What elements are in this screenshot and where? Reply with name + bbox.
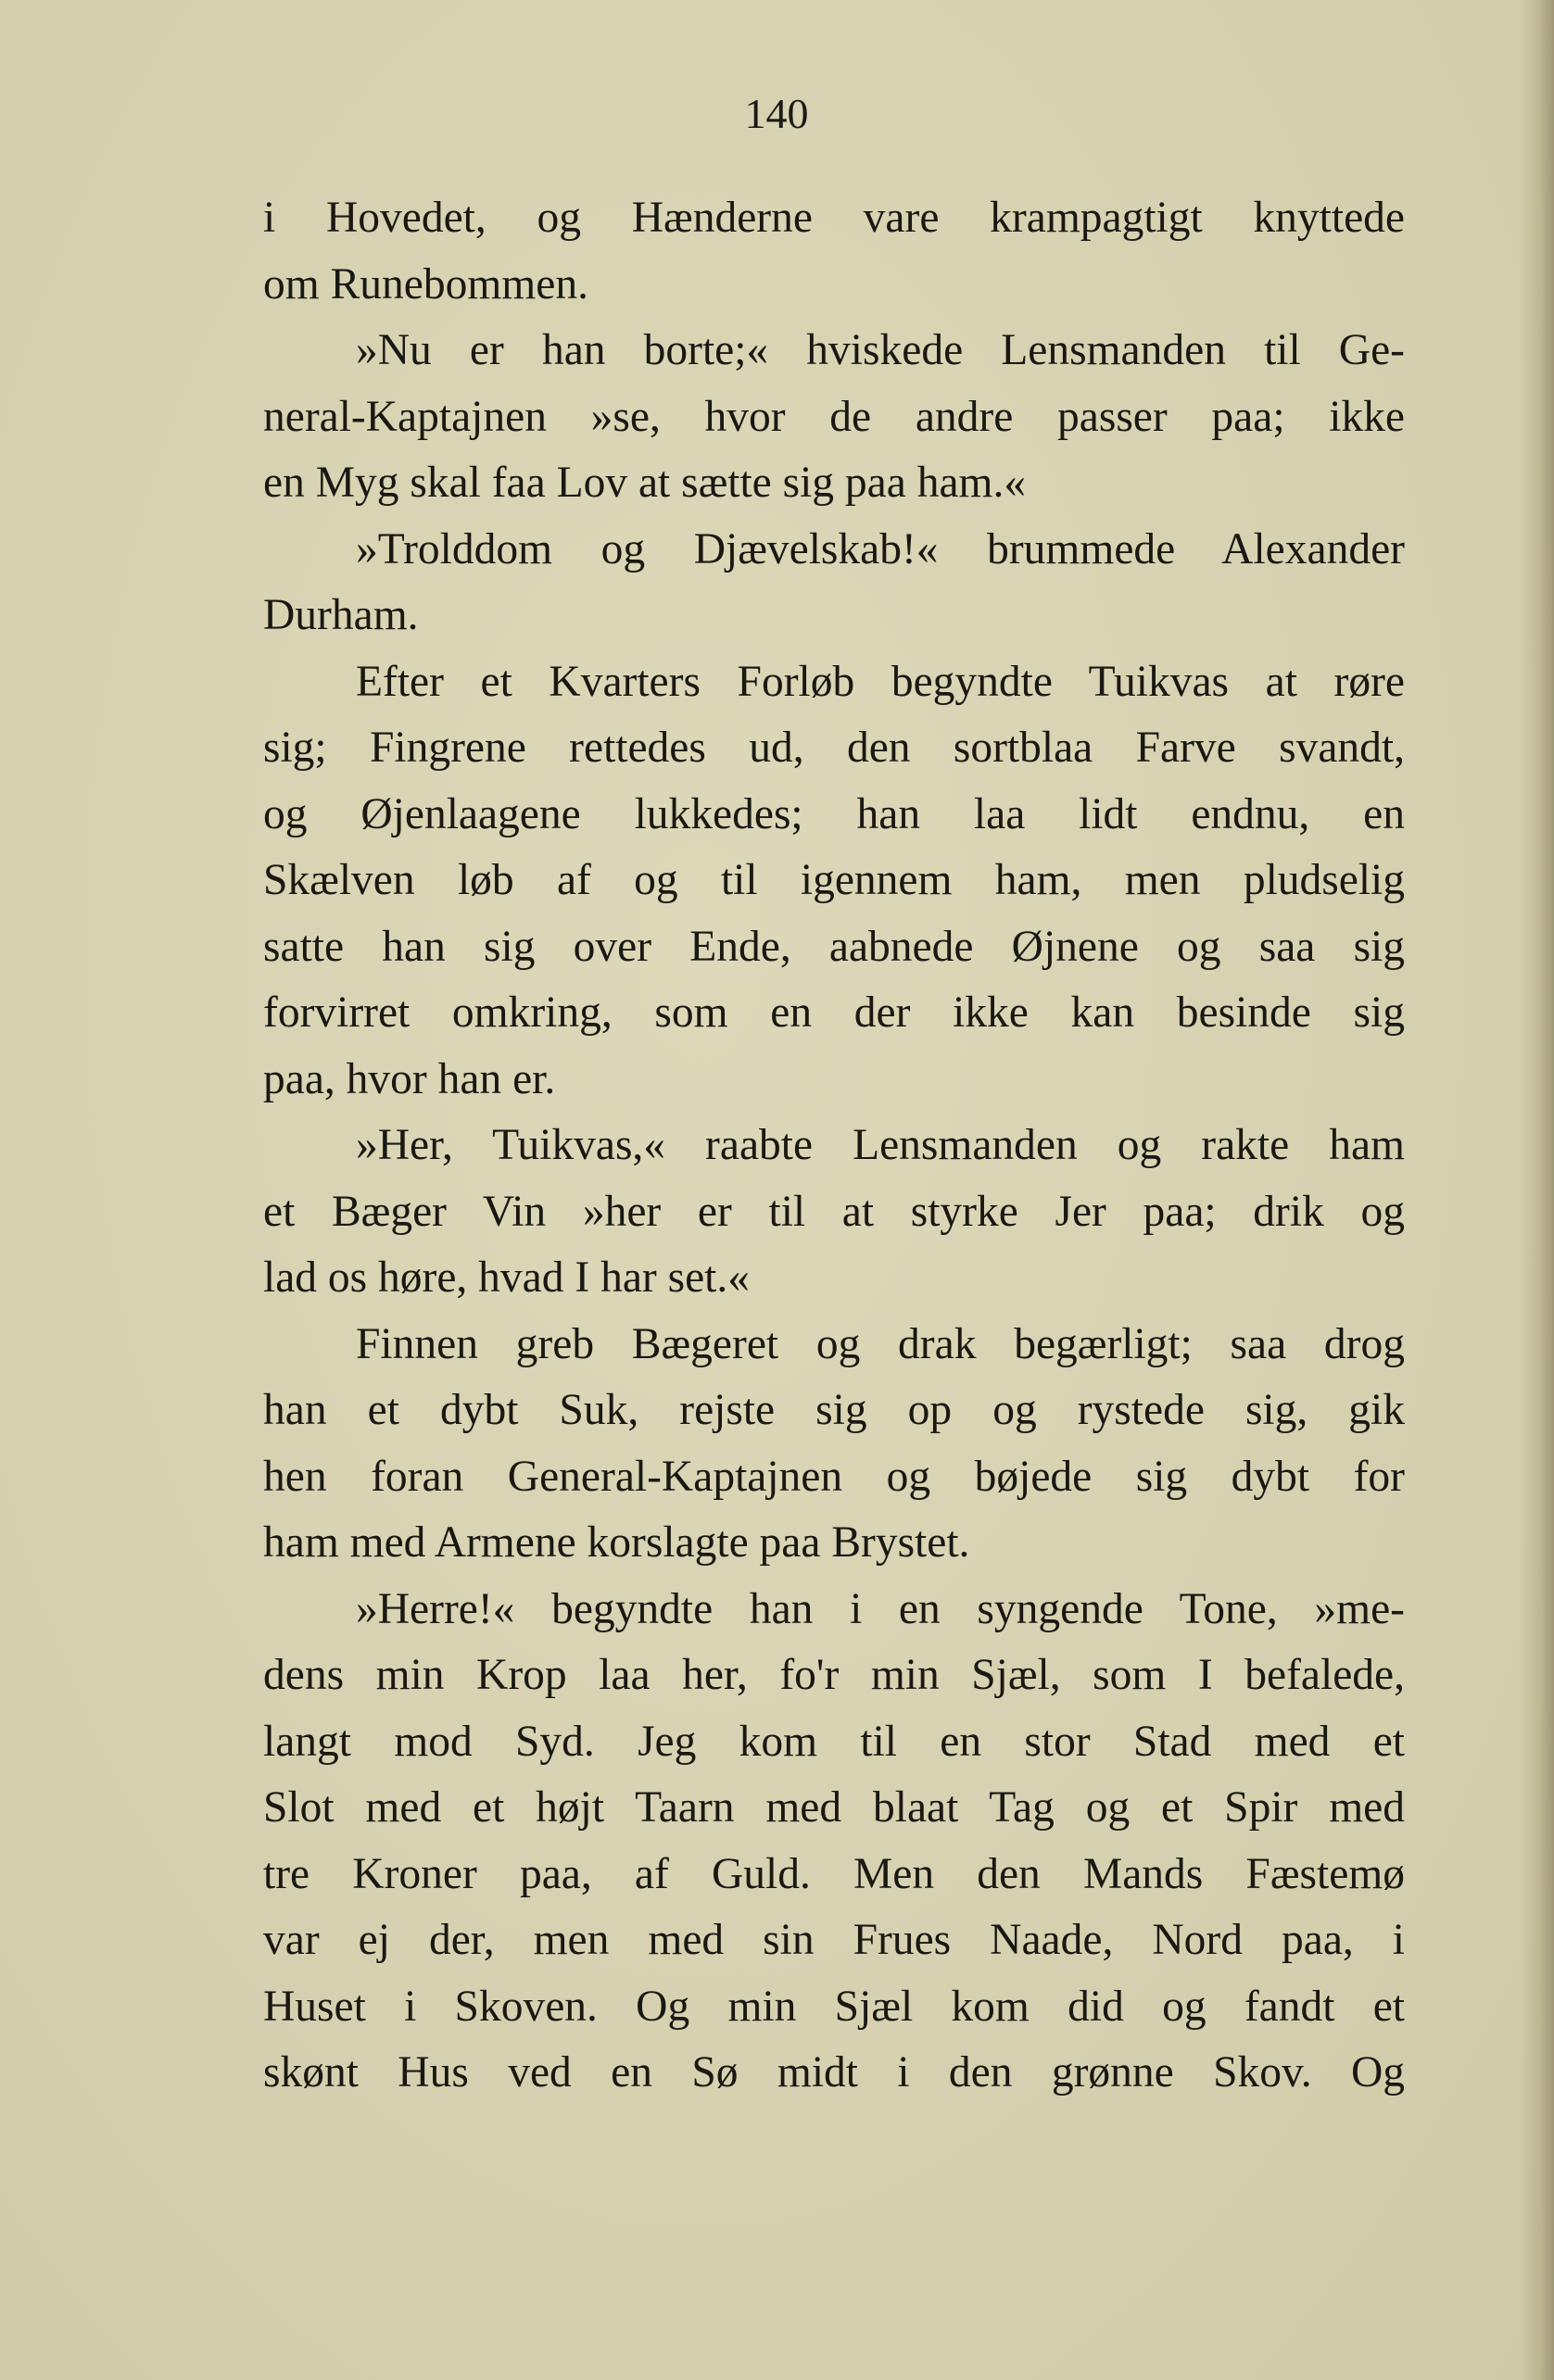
text-line: Slot med et højt Taarn med blaat Tag og et Spir med [263, 1783, 1405, 1832]
text-line: dens min Krop laa her, fo'r min Sjæl, som I befalede, [263, 1651, 1405, 1699]
text-line: en Myg skal faa Lov at sætte sig paa ham.« [263, 459, 1027, 507]
text-line: forvirret omkring, som en der ikke kan besinde sig [263, 989, 1405, 1037]
text-line: langt mod Syd. Jeg kom til en stor Stad med et [263, 1717, 1405, 1766]
text-line: ham med Armene korslagte paa Brystet. [263, 1518, 970, 1567]
text-line: neral-Kaptajnen »se, hvor de andre passer paa; ikke [263, 392, 1405, 441]
text-line: i Hovedet, og Hænderne vare krampagtigt knyttede [263, 194, 1405, 242]
page-edge-shadow [1519, 0, 1554, 2380]
text-line: satte han sig over Ende, aabnede Øjnene og saa sig [263, 922, 1405, 971]
text-line: »Nu er han borte;« hviskede Lensmanden til Ge- [356, 326, 1405, 374]
text-line: Efter et Kvarters Forløb begyndte Tuikvas at røre [356, 657, 1405, 706]
text-line: »Herre!« begyndte han i en syngende Tone, »me- [356, 1584, 1405, 1633]
text-line: hen foran General-Kaptajnen og bøjede sig dybt for [263, 1452, 1405, 1501]
text-line: skønt Hus ved en Sø midt i den grønne Skov. Og [263, 2048, 1405, 2097]
text-line: lad os høre, hvad I har set.« [263, 1253, 750, 1302]
text-line: paa, hvor han er. [263, 1054, 556, 1103]
text-line: »Her, Tuikvas,« raabte Lensmanden og rakte ham [356, 1121, 1405, 1169]
text-line: og Øjenlaagene lukkedes; han laa lidt endnu, en [263, 789, 1405, 838]
text-line: om Runebommen. [263, 259, 588, 309]
text-line: var ej der, men med sin Frues Naade, Nord paa, i [263, 1916, 1405, 1964]
text-line: Finnen greb Bægeret og drak begærligt; saa drog [356, 1319, 1405, 1368]
text-line: et Bæger Vin »her er til at styrke Jer paa; drik og [263, 1187, 1405, 1236]
text-line: »Trolddom og Djævelskab!« brummede Alexander [356, 524, 1405, 573]
page-number: 140 [744, 90, 809, 137]
text-line: Huset i Skoven. Og min Sjæl kom did og fandt et [263, 1982, 1405, 2031]
body-text [263, 185, 1405, 2107]
text-line: tre Kroner paa, af Guld. Men den Mands Fæstemø [263, 1849, 1405, 1898]
text-line: Durham. [263, 591, 419, 639]
text-line: han et dybt Suk, rejste sig op og rystede sig, gik [263, 1386, 1405, 1434]
text-line: Skælven løb af og til igennem ham, men pludselig [263, 856, 1405, 904]
text-line: sig; Fingrene rettedes ud, den sortblaa Farve svandt, [263, 724, 1405, 772]
